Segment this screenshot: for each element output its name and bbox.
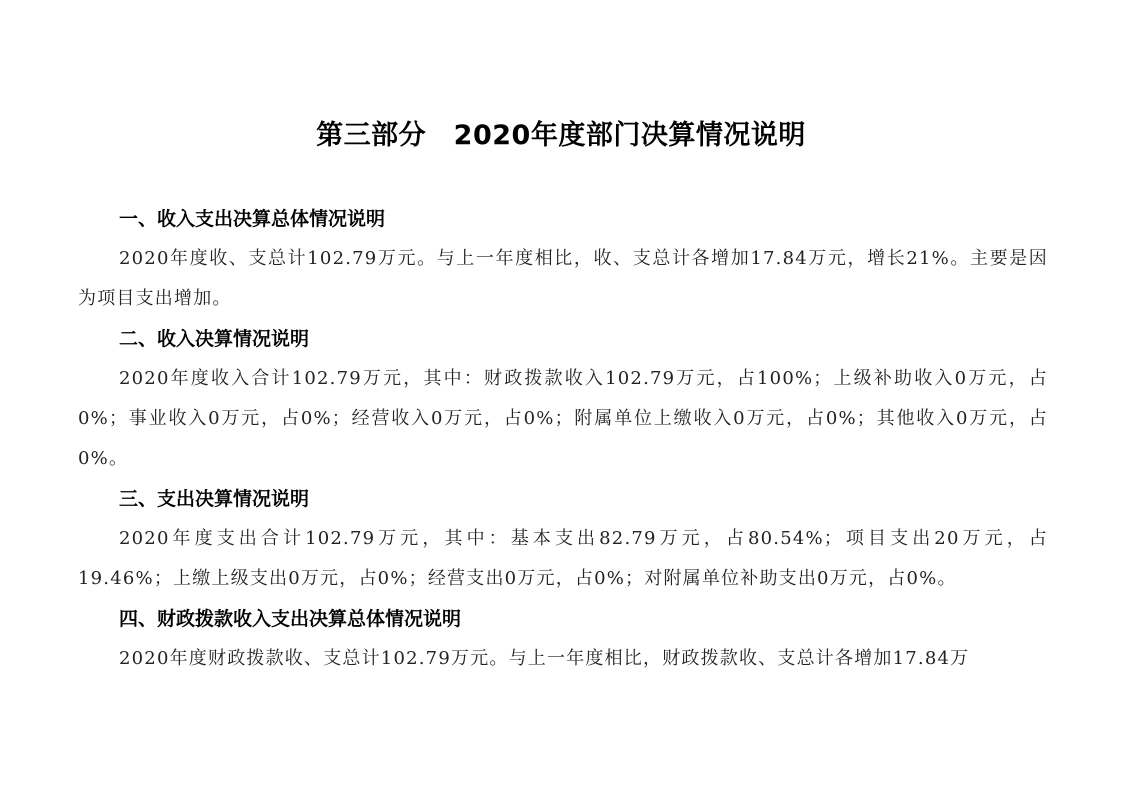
document-title: 第三部分 2020年度部门决算情况说明 (316, 120, 806, 151)
section-heading-4: 四、财政拨款收入支出决算总体情况说明 (119, 608, 462, 630)
section-paragraph-1: 2020年度收、支总计102.79万元。与上一年度相比，收、支总计各增加17.84万元，增长21%。主要是因为项目支出增加。 (78, 248, 1048, 309)
section-paragraph-2: 2020年度收入合计102.79万元，其中：财政拨款收入102.79万元，占100%；上级补助收入0万元，占0%；事业收入0万元，占0%；经营收入0万元，占0%；附属单位上缴收入0万元，占0%；其他收入0万元，占0%。 (78, 368, 1048, 469)
document-body (78, 199, 1048, 679)
section-heading-1: 一、收入支出决算总体情况说明 (119, 208, 386, 230)
section-paragraph-3: 2020年度支出合计102.79万元，其中：基本支出82.79万元，占80.54%；项目支出20万元，占19.46%；上缴上级支出0万元，占0%；经营支出0万元，占0%；对附属单位补助支出0万元，占0%。 (78, 528, 1048, 589)
section-paragraph-4: 2020年度财政拨款收、支总计102.79万元。与上一年度相比，财政拨款收、支总计各增加17.84万 (119, 648, 970, 669)
section-heading-3: 三、支出决算情况说明 (119, 488, 310, 510)
section-heading-2: 二、收入决算情况说明 (119, 328, 310, 350)
